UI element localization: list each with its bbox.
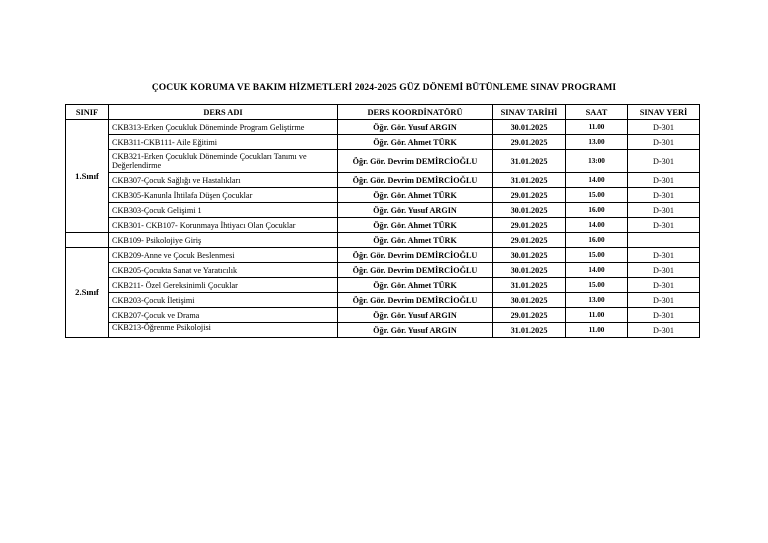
course-name: CKB301- CKB107- Korunmaya İhtiyacı Olan Çocuklar — [109, 218, 338, 233]
group-label-empty — [66, 233, 109, 248]
header-ders-adi: DERS ADI — [109, 105, 338, 120]
course-name: CKB109- Psikolojiye Giriş — [109, 233, 338, 248]
course-name: CKB305-Kanunla İhtilafa Düşen Çocuklar — [109, 188, 338, 203]
course-coordinator: Öğr. Gör. Yusuf ARGIN — [338, 308, 493, 323]
exam-date: 29.01.2025 — [493, 135, 566, 150]
exam-time: 14.00 — [566, 173, 628, 188]
course-coordinator: Öğr. Gör. Devrim DEMİRCİOĞLU — [338, 263, 493, 278]
course-name: CKB321-Erken Çocukluk Döneminde Çocukları Tanımı ve Değerlendirme — [109, 150, 338, 173]
exam-room: D-301 — [628, 308, 700, 323]
course-coordinator: Öğr. Gör. Yusuf ARGIN — [338, 203, 493, 218]
course-coordinator: Öğr. Gör. Ahmet TÜRK — [338, 278, 493, 293]
exam-time: 14.00 — [566, 263, 628, 278]
table-row — [66, 218, 700, 233]
table-row — [66, 308, 700, 323]
group-label-2: 2.Sınıf — [66, 248, 109, 338]
exam-date: 31.01.2025 — [493, 173, 566, 188]
exam-room: D-301 — [628, 188, 700, 203]
exam-time: 15.00 — [566, 188, 628, 203]
exam-room: D-301 — [628, 173, 700, 188]
course-coordinator: Öğr. Gör. Yusuf ARGIN — [338, 120, 493, 135]
exam-room: D-301 — [628, 263, 700, 278]
exam-date: 31.01.2025 — [493, 150, 566, 173]
exam-room: D-301 — [628, 203, 700, 218]
exam-date: 31.01.2025 — [493, 323, 566, 338]
table-row — [66, 203, 700, 218]
exam-room: D-301 — [628, 323, 700, 338]
exam-room: D-301 — [628, 218, 700, 233]
exam-time: 16.00 — [566, 203, 628, 218]
group-label-1: 1.Sınıf — [66, 120, 109, 233]
table-row — [66, 263, 700, 278]
course-coordinator: Öğr. Gör. Devrim DEMİRCİOĞLU — [338, 173, 493, 188]
exam-room: D-301 — [628, 278, 700, 293]
table-row — [66, 173, 700, 188]
exam-time: 11.00 — [566, 308, 628, 323]
course-name: CKB307-Çocuk Sağlığı ve Hastalıkları — [109, 173, 338, 188]
table-row — [66, 188, 700, 203]
course-coordinator: Öğr. Gör. Yusuf ARGIN — [338, 323, 493, 338]
course-coordinator: Öğr. Gör. Devrim DEMİRCİOĞLU — [338, 150, 493, 173]
table-row — [66, 233, 700, 248]
page-title: ÇOCUK KORUMA VE BAKIM HİZMETLERİ 2024-2025 GÜZ DÖNEMİ BÜTÜNLEME SINAV PROGRAMI — [151, 83, 617, 93]
exam-room: D-301 — [628, 248, 700, 263]
exam-time: 11.00 — [566, 323, 628, 338]
header-tarih: SINAV TARİHİ — [493, 105, 566, 120]
exam-date: 30.01.2025 — [493, 263, 566, 278]
course-coordinator: Öğr. Gör. Devrim DEMİRCİOĞLU — [338, 293, 493, 308]
exam-room: D-301 — [628, 150, 700, 173]
exam-time: 16.00 — [566, 233, 628, 248]
exam-room: D-301 — [628, 293, 700, 308]
course-name: CKB203-Çocuk İletişimi — [109, 293, 338, 308]
course-name: CKB313-Erken Çocukluk Döneminde Program Geliştirme — [109, 120, 338, 135]
exam-time: 13.00 — [566, 293, 628, 308]
exam-room: D-301 — [628, 120, 700, 135]
exam-date: 30.01.2025 — [493, 203, 566, 218]
table-row — [66, 120, 700, 135]
exam-time: 15.00 — [566, 278, 628, 293]
course-coordinator: Öğr. Gör. Ahmet TÜRK — [338, 233, 493, 248]
table-row — [66, 135, 700, 150]
exam-date: 30.01.2025 — [493, 248, 566, 263]
exam-time: 11.00 — [566, 120, 628, 135]
table-row — [66, 278, 700, 293]
exam-schedule-table — [65, 104, 700, 338]
exam-date: 31.01.2025 — [493, 278, 566, 293]
course-coordinator: Öğr. Gör. Ahmet TÜRK — [338, 218, 493, 233]
exam-room — [628, 233, 700, 248]
exam-date: 30.01.2025 — [493, 120, 566, 135]
course-coordinator: Öğr. Gör. Ahmet TÜRK — [338, 135, 493, 150]
course-name: CKB209-Anne ve Çocuk Beslenmesi — [109, 248, 338, 263]
exam-room: D-301 — [628, 135, 700, 150]
table-row — [66, 323, 700, 338]
exam-date: 29.01.2025 — [493, 218, 566, 233]
exam-time: 13:00 — [566, 150, 628, 173]
course-name: CKB211- Özel Gereksinimli Çocuklar — [109, 278, 338, 293]
exam-time: 15.00 — [566, 248, 628, 263]
header-yer: SINAV YERİ — [628, 105, 700, 120]
course-coordinator: Öğr. Gör. Ahmet TÜRK — [338, 188, 493, 203]
header-koordinator: DERS KOORDİNATÖRÜ — [338, 105, 493, 120]
exam-date: 29.01.2025 — [493, 188, 566, 203]
table-row — [66, 150, 700, 173]
header-saat: SAAT — [566, 105, 628, 120]
course-name: CKB205-Çocukta Sanat ve Yaratıcılık — [109, 263, 338, 278]
exam-date: 29.01.2025 — [493, 233, 566, 248]
exam-date: 30.01.2025 — [493, 293, 566, 308]
course-name: CKB207-Çocuk ve Drama — [109, 308, 338, 323]
course-name: CKB213-Öğrenme Psikolojisi — [109, 323, 338, 338]
exam-time: 13.00 — [566, 135, 628, 150]
course-name: CKB303-Çocuk Gelişimi 1 — [109, 203, 338, 218]
exam-date: 29.01.2025 — [493, 308, 566, 323]
table-row — [66, 248, 700, 263]
exam-time: 14.00 — [566, 218, 628, 233]
course-coordinator: Öğr. Gör. Devrim DEMİRCİOĞLU — [338, 248, 493, 263]
header-sinif: SINIF — [66, 105, 109, 120]
table-row — [66, 293, 700, 308]
course-name: CKB311-CKB111- Aile Eğitimi — [109, 135, 338, 150]
header-row — [66, 105, 700, 120]
